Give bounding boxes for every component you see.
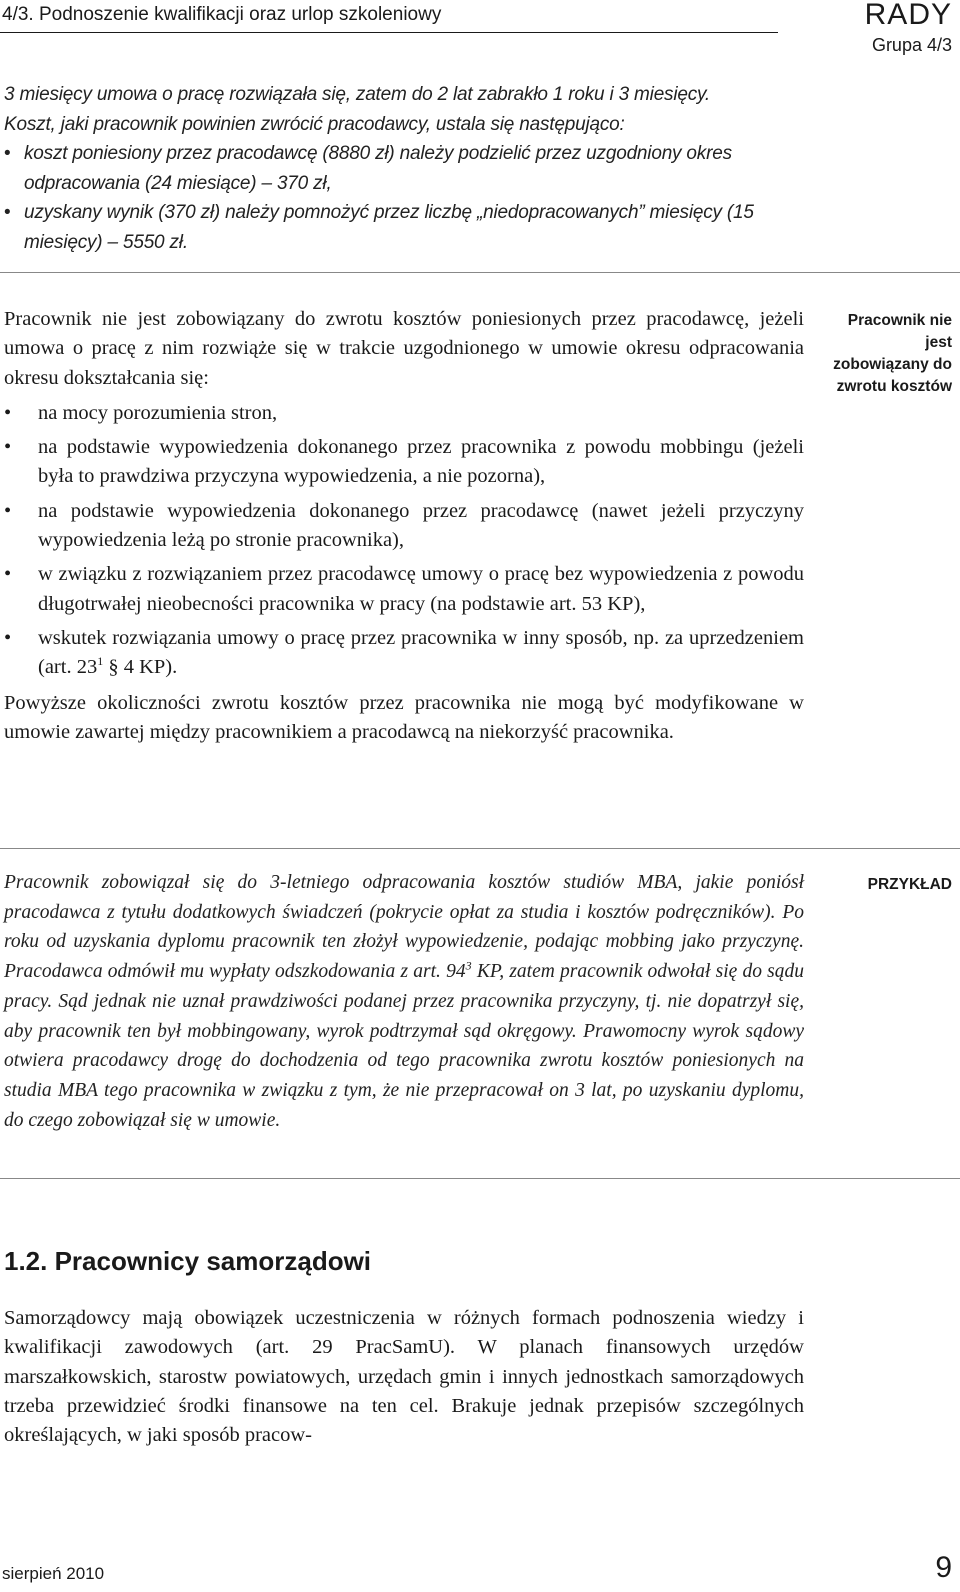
exemption-item: • wskutek rozwiązania umowy o pracę przez pracownika w inny sposób, np. za uprzedzeniem (art. $23^1$ § 4 KP). bbox=[4, 624, 804, 683]
exemption-item: • w związku z rozwiązaniem przez pracodawcę umowy o pracę bez wypowiedzenia z powodu długotrwałej nieobecności pracownika w pracy (na podstawie art. 53 KP), bbox=[4, 560, 804, 619]
group-label: Grupa 4/3 bbox=[871, 35, 952, 55]
brand-name: RADY bbox=[864, 0, 952, 31]
section-divider bbox=[0, 1178, 960, 1179]
bullet-icon: • bbox=[4, 626, 12, 649]
exemptions-list bbox=[4, 399, 804, 683]
calc-line-2: Koszt, jaki pracownik powinien zwrócić pracodawcy, ustala się następująco: bbox=[4, 113, 625, 135]
reimbursement-exemptions-section bbox=[4, 305, 804, 747]
section-divider bbox=[0, 272, 960, 273]
calculation-block bbox=[4, 80, 804, 257]
exemption-item: • na mocy porozumienia stron, bbox=[4, 399, 804, 428]
calc-line-1: 3 miesięcy umowa o pracę rozwiązała się, zatem do 2 lat zabrakło 1 roku i 3 miesięcy. bbox=[4, 84, 711, 105]
exemptions-closing: Powyższe okoliczności zwrotu kosztów przez pracownika nie mogą być modyfikowane w umowie zawartej między pracownikiem a pracodawcą na niekorzyść pracownika. bbox=[4, 691, 804, 743]
exemptions-intro: Pracownik nie jest zobowiązany do zwrotu kosztów poniesionych przez pracodawcę, jeżeli umowa o pracę z nim rozwiąże się w trakcie uzgodnionego w umowie okresu odpracowania okresu dokształcania się: bbox=[4, 308, 804, 389]
footer-date: sierpień 2010 bbox=[2, 1564, 105, 1583]
header-rule bbox=[0, 32, 778, 33]
section-paragraph: Samorządowcy mają obowiązek uczestniczenia w różnych formach podnoszenia wiedzy i kwalifikacji zawodowych (art. 29 PracSamU). W planach finansowych urzędów marszałkowskich, starostw powiatowych, urzędach gmin i innych jednostkach samorządowych trzeba przewidzieć środki finansowe na ten cel. Brakuje jednak przepisów szczególnych określających, w jaki sposób pracow- bbox=[4, 1307, 804, 1447]
bullet-icon: • bbox=[4, 563, 12, 586]
exemption-item: • na podstawie wypowiedzenia dokonanego przez pracodawcę (nawet jeżeli przyczyny wypowiedzenia leżą po stronie pracownika), bbox=[4, 497, 804, 556]
margin-note: Pracownik nie jest zobowiązany do zwrotu kosztów bbox=[833, 312, 952, 395]
self-government-section bbox=[4, 1304, 804, 1450]
calc-bullet: • koszt poniesiony przez pracodawcę (8880 zł) należy podzielić przez uzgodniony okres odpracowania (24 miesiące) – 370 zł, bbox=[4, 139, 804, 198]
calc-list bbox=[4, 139, 804, 257]
running-header-title: 4/3. Podnoszenie kwalifikacji oraz urlop szkoleniowy bbox=[2, 4, 442, 25]
section-heading: 1.2. Pracownicy samorządowi bbox=[4, 1246, 372, 1276]
section-divider bbox=[0, 848, 960, 849]
example-text: Pracownik zobowiązał się do 3-letniego odpracowania kosztów studiów MBA, jakie poniósł pracodawca z tytułu dodatkowych świadczeń (pokrycie opłat za studia i kosztów podręczników). Po roku od uzyskania dyplomu pracownik ten złożył wypowiedzenie, podając mobbing jako przyczynę. Pracodawca odmówił mu wypłaty odszkodowania z art. $94^3$ KP, zatem pracownik odwołał się do sądu pracy. Sąd jednak nie uznał prawdziwości podanej przez pracownika przyczyny, tj. nie dopatrzył się, aby pracownik ten był mobbingowany, wyrok podtrzymał sąd okręgowy. Prawomocny wyrok sądowy otwiera pracodawcy drogę do dochodzenia od tego pracownika zwrotu kosztów poniesionych na studia MBA tego pracownika w związku z tym, że nie przepracował on 3 lat, po uzyskaniu dyplomu, do czego zobowiązał się w umowie. bbox=[4, 872, 805, 1131]
exemption-item: • na podstawie wypowiedzenia dokonanego przez pracownika z powodu mobbingu (jeżeli była to prawdziwa przyczyna wypowiedzenia, a nie pozorna), bbox=[4, 433, 804, 492]
bullet-icon: • bbox=[4, 499, 12, 522]
bullet-icon: • bbox=[4, 436, 12, 459]
calc-bullet: • uzyskany wynik (370 zł) należy pomnożyć przez liczbę „niedopracowanych” miesięcy (15 miesięcy) – 5550 zł. bbox=[4, 198, 804, 257]
example-box bbox=[4, 868, 804, 1135]
example-label: PRZYKŁAD bbox=[867, 876, 952, 893]
bullet-icon: • bbox=[4, 401, 12, 424]
running-header-brand bbox=[865, 0, 952, 54]
page-number: 9 bbox=[935, 1551, 952, 1584]
